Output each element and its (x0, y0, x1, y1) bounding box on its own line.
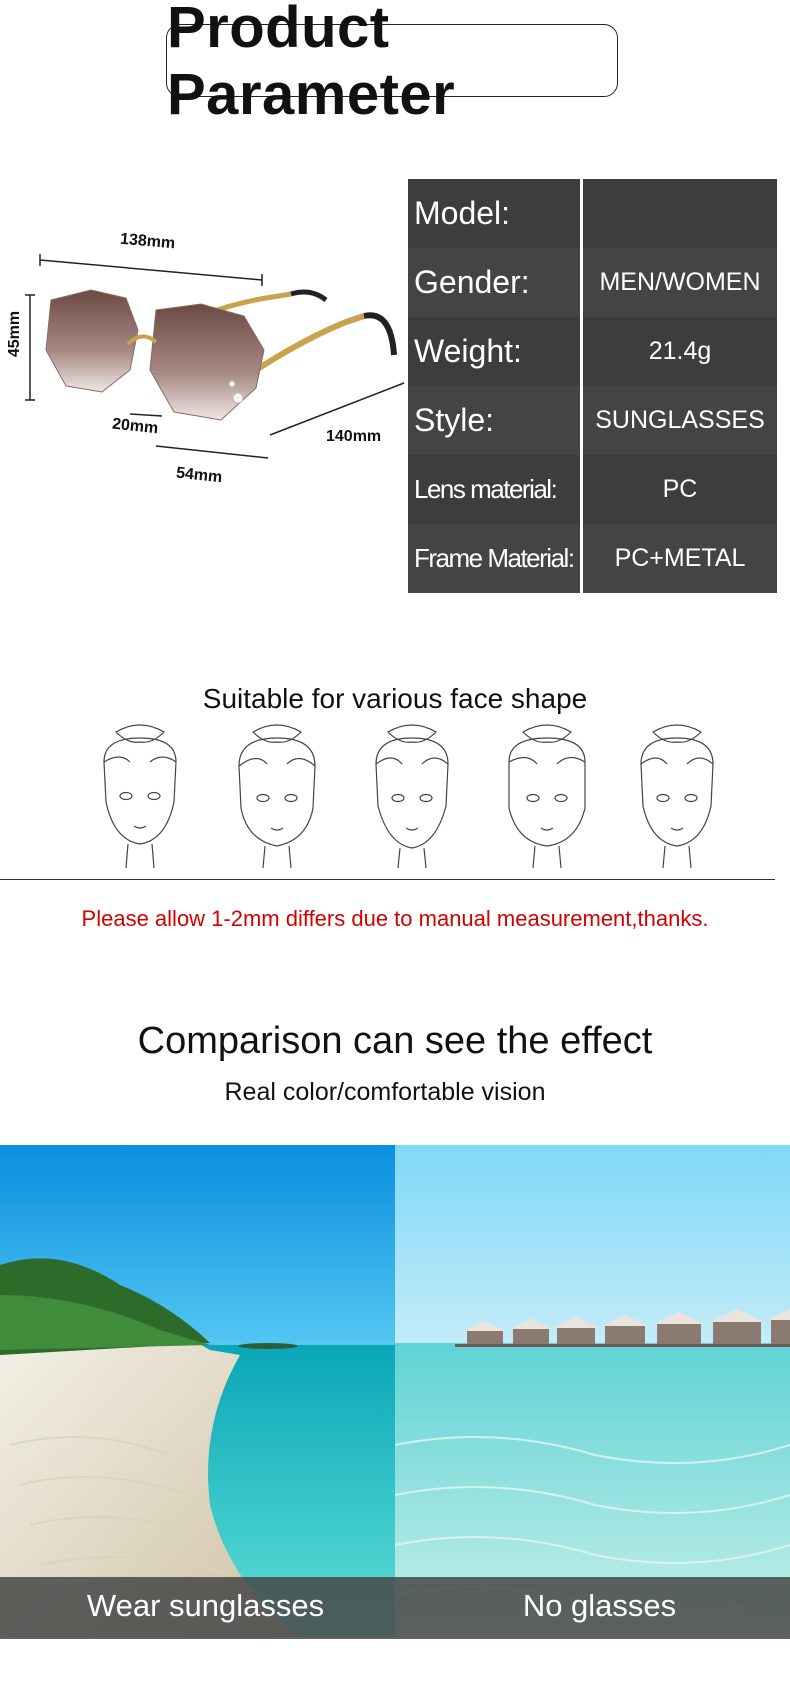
spec-label: Model: (414, 195, 511, 231)
spec-row-lens-material (408, 455, 777, 524)
spec-value: MEN/WOMEN (599, 268, 761, 296)
face-5 (641, 725, 713, 868)
lens-width-label: 54mm (175, 464, 224, 487)
spec-table (408, 179, 777, 593)
page-title: Product Parameter (167, 0, 456, 127)
height-label: 45mm (6, 310, 24, 358)
no-glasses-view-photo (395, 1145, 790, 1637)
left-caption: Wear sunglasses (86, 1588, 325, 1623)
face-3 (376, 725, 448, 868)
spec-value (583, 179, 777, 248)
spec-row-gender (408, 248, 777, 317)
spec-label: Lens material: (414, 474, 557, 504)
spec-row-frame-material (408, 524, 777, 593)
face-4 (509, 725, 585, 868)
measurement-note: Please allow 1-2mm differs due to manual measurement,thanks. (81, 906, 709, 931)
spec-row-style (408, 386, 777, 455)
face-1 (104, 725, 176, 868)
spec-label: Weight: (414, 333, 522, 369)
spec-label: Style: (414, 402, 495, 438)
width-label: 138mm (119, 230, 176, 253)
comparison-subtitle: Real color/comfortable vision (224, 1078, 546, 1106)
right-lens (150, 304, 264, 420)
right-caption: No glasses (522, 1588, 677, 1623)
temple-label: 140mm (326, 428, 382, 445)
sunglasses-diagram (6, 220, 406, 490)
comparison-title: Comparison can see the effect (137, 1020, 653, 1062)
spec-label: Gender: (414, 264, 530, 300)
spec-value: 21.4g (648, 337, 712, 365)
divider (0, 879, 775, 880)
face-shapes-illustration (82, 722, 722, 870)
face-2 (239, 725, 315, 868)
spec-value: SUNGLASSES (595, 406, 765, 434)
lens-dimension-line (156, 446, 268, 458)
page-title-box (166, 0, 618, 127)
bridge-label: 20mm (111, 415, 160, 438)
spec-row-weight (408, 317, 777, 386)
sunglasses-view-photo (0, 1145, 395, 1637)
spec-divider (580, 179, 583, 593)
bridge-dimension-line (130, 414, 162, 416)
spec-row-model (408, 179, 777, 248)
spec-label: Frame Material: (414, 543, 574, 573)
left-lens (46, 290, 138, 392)
spec-value: PC+METAL (614, 544, 746, 572)
faces-title: Suitable for various face shape (202, 683, 588, 714)
spec-value: PC (662, 475, 698, 503)
width-dimension-line (40, 260, 262, 280)
